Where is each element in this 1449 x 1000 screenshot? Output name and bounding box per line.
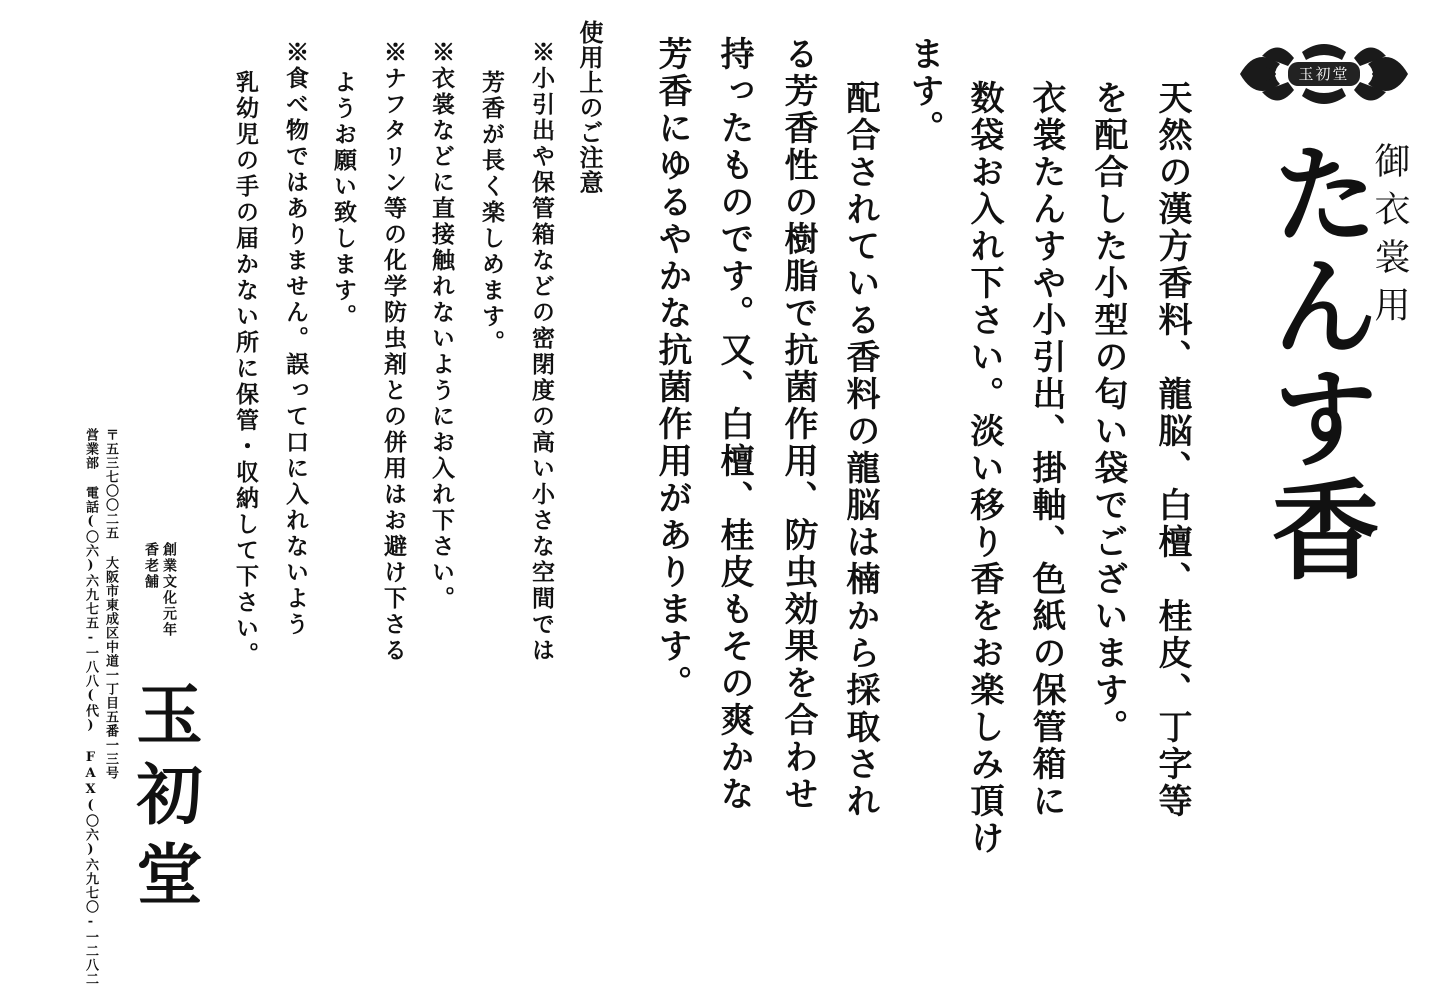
usage-note-line: 乳幼児の手の届かない所に保管・収納して下さい。 xyxy=(232,70,259,668)
founded-era: 創業文化元年 xyxy=(161,542,177,638)
usage-notes-heading: 使用上のご注意 xyxy=(575,20,604,195)
shop-label: 香老舗 xyxy=(143,542,159,590)
description-line: 天然の漢方香料、龍脳、白檀、桂皮、丁字等 xyxy=(1152,80,1192,820)
product-subtitle: 御衣裳用 xyxy=(1369,142,1410,334)
usage-note-line: 芳香が長く楽しめます。 xyxy=(478,70,505,356)
product-title: たんす香 xyxy=(1253,138,1379,586)
description-line: る芳香性の樹脂で抗菌作用、防虫効果を合わせ xyxy=(778,36,818,813)
usage-note-line: ※ナフタリン等の化学防虫剤との併用はお避け下さる xyxy=(380,40,407,664)
usage-note-line: ようお願い致します。 xyxy=(330,70,357,330)
description-line: 芳香にゆるやかな抗菌作用があります。 xyxy=(652,36,692,702)
shop-logo xyxy=(1232,38,1416,110)
description-line: 数袋お入れ下さい。淡い移り香をお楽しみ頂け xyxy=(964,80,1004,857)
shop-name-signature: 玉初堂 xyxy=(125,680,203,920)
description-line: 配合されている香料の龍脳は楠から採取され xyxy=(840,80,880,820)
logo-shop-name: 玉初堂 xyxy=(1288,62,1360,86)
usage-note-line: ※小引出や保管箱などの密閉度の高い小さな空間では xyxy=(528,40,555,664)
description-line: 衣裳たんすや小引出、掛軸、色紙の保管箱に xyxy=(1026,80,1066,820)
usage-note-line: ※食べ物ではありません。誤って口に入れないよう xyxy=(282,40,309,638)
shop-address: 〒五三七〇〇二五 大阪市東成区中道一丁目五番一三号 xyxy=(103,428,118,780)
usage-note-line: ※衣裳などに直接触れないようにお入れ下さい。 xyxy=(428,40,455,612)
description-line: 持ったものです。又、白檀、桂皮もその爽かな xyxy=(714,36,754,813)
shop-phone-fax: 営業部 電話(〇六)六九七五-一八八(代) FAX(〇六)六九七〇-一二八二 xyxy=(83,428,98,986)
description-line: を配合した小型の匂い袋でございます。 xyxy=(1088,80,1128,746)
description-line: ます。 xyxy=(904,36,944,147)
